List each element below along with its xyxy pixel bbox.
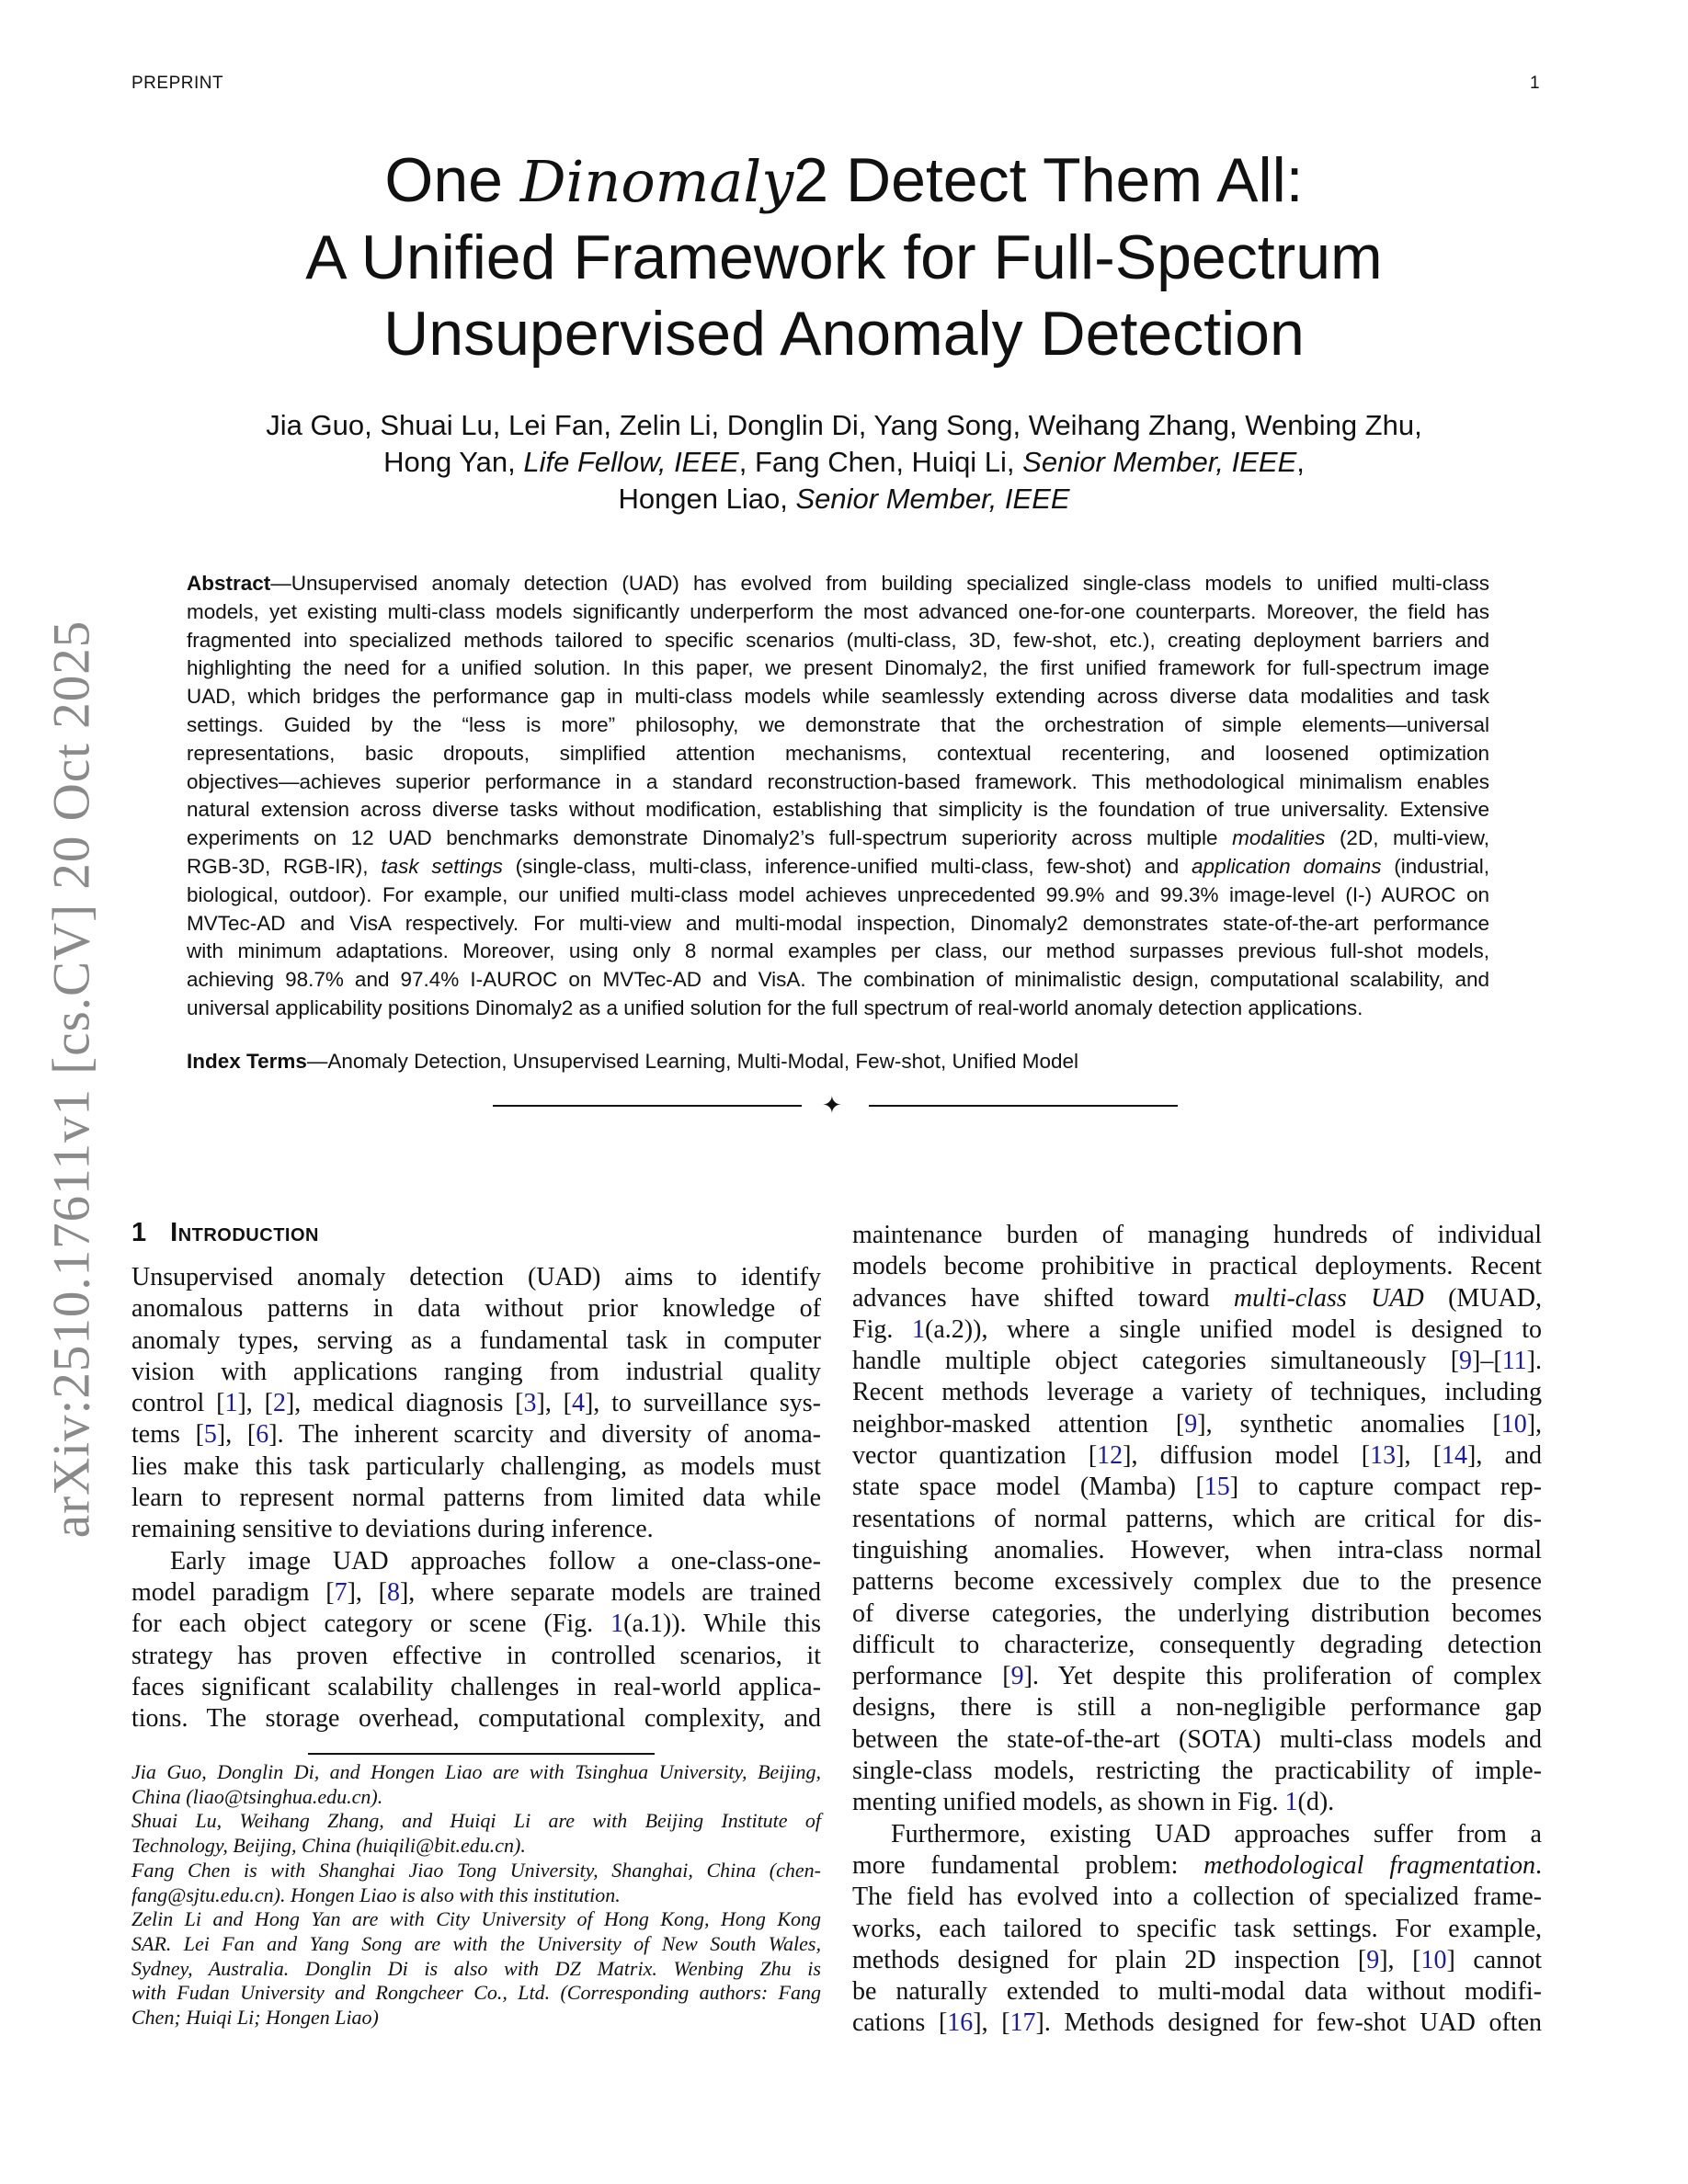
right-column-text — [852, 1220, 1542, 2040]
body-text-line: Recent methods leverage a variety of techniques, including — [852, 1378, 1542, 1407]
abstract-text: UAD, which bridges the performance gap in multi-class models while seamlessly extending across diverse data modalities and task — [187, 685, 1489, 709]
abstract-line — [187, 995, 1489, 1023]
section-number: 1 — [131, 1218, 147, 1247]
body-text-line: patterns become excessively complex due to the presence — [852, 1567, 1542, 1597]
abstract-line — [187, 966, 1489, 995]
figure-link[interactable]: 1 — [1284, 1788, 1298, 1817]
author-line: Hong Yan, Life Fellow, IEEE, Fang Chen, Huiqi Li, Senior Member, IEEE, — [383, 446, 1305, 478]
abstract-text: biological, outdoor). For example, our unified multi-class model achieves unprecedented 99.9% and 99.3% image-level (I-) AUROC on — [187, 882, 1489, 906]
footnote-line: Fang Chen is with Shanghai Jiao Tong University, Shanghai, China (chen- — [131, 1858, 821, 1882]
title-line: One Dinomaly2 Detect Them All: — [384, 145, 1304, 215]
index-terms — [187, 1050, 1078, 1074]
author-affiliations-footnote — [131, 1760, 821, 2030]
abstract-line — [187, 768, 1489, 797]
footnote-line: Sydney, Australia. Donglin Di is also with DZ Matrix. Wenbing Zhu is — [131, 1956, 821, 1980]
footnote-line: Zelin Li and Hong Yan are with City University of Hong Kong, Hong Kong — [131, 1907, 821, 1931]
footnote-rule — [308, 1753, 655, 1755]
body-text-line: cations [16], [17]. Methods designed for few-shot UAD often — [852, 2008, 1542, 2038]
abstract-text: natural extension across diverse tasks without modification, establishing that simplicity is the foundation of true universality. Extensive — [187, 798, 1489, 822]
divider-line — [869, 1105, 1178, 1107]
body-text-line: handle multiple object categories simultaneously [9]–[11]. — [852, 1347, 1542, 1376]
index-terms-label: Index Terms — [187, 1050, 307, 1073]
body-text-line: tions. The storage overhead, computational complexity, and — [131, 1704, 821, 1734]
arxiv-stamp: arXiv:2510.17611v1 [cs.CV] 20 Oct 2025 — [42, 620, 101, 1539]
body-text-line: vector quantization [12], diffusion model [13], [14], and — [852, 1441, 1543, 1471]
abstract-line — [187, 882, 1489, 910]
index-terms-text: —Anomaly Detection, Unsupervised Learning, Multi-Modal, Few-shot, Unified Model — [306, 1050, 1079, 1073]
body-text-line: advances have shifted toward multi-class UAD (MUAD, — [852, 1283, 1542, 1313]
abstract-text: RGB-3D, RGB-IR), task settings (single-class, multi-class, inference-unified multi-class, few-shot) and application domains (industrial, — [187, 854, 1490, 878]
body-text-line: designs, there is still a non-negligible performance gap — [852, 1693, 1542, 1723]
body-text-line: The field has evolved into a collection of specialized frame- — [852, 1883, 1542, 1912]
body-text-line: Furthermore, existing UAD approaches suffer from a — [891, 1819, 1542, 1848]
citation-link[interactable]: 7 — [334, 1577, 348, 1607]
body-text-line: be naturally extended to multi-modal data without modifi- — [852, 1977, 1542, 2007]
body-text-line: anomalous patterns in data without prior knowledge of — [131, 1294, 821, 1324]
footnote-line: Chen; Huiqi Li; Hongen Liao) — [131, 2006, 379, 2030]
body-text-line: strategy has proven effective in controlled scenarios, it — [131, 1641, 821, 1670]
abstract-line — [187, 570, 1489, 598]
figure-link[interactable]: 1 — [912, 1314, 926, 1344]
body-text-line: works, each tailored to specific task settings. For example, — [852, 1914, 1542, 1943]
body-text-line: lies make this task particularly challenging, as models must — [131, 1451, 821, 1481]
body-text-line: Early image UAD approaches follow a one-class-one- — [170, 1546, 821, 1575]
body-text-line: remaining sensitive to deviations during inference. — [131, 1515, 654, 1544]
footnote-line: China (liao@tsinghua.edu.cn). — [131, 1784, 383, 1808]
body-text-line: Unsupervised anomaly detection (UAD) aims to identify — [131, 1263, 821, 1291]
citation-link[interactable]: 10 — [1420, 1945, 1447, 1974]
abstract-line — [187, 627, 1489, 655]
citation-link[interactable]: 9 — [1366, 1945, 1380, 1974]
citation-link[interactable]: 14 — [1442, 1441, 1468, 1471]
citation-link[interactable]: 12 — [1097, 1441, 1123, 1471]
author-list — [0, 407, 1688, 518]
paper-title — [0, 142, 1688, 372]
abstract-text: representations, basic dropouts, simplified attention mechanisms, contextual recentering, and loosened optimization — [187, 741, 1489, 765]
body-text-line: more fundamental problem: methodological fragmentation. — [852, 1850, 1542, 1880]
abstract-line — [187, 654, 1489, 683]
body-text-line: tinguishing anomalies. However, when intra-class normal — [852, 1535, 1542, 1564]
title-line: A Unified Framework for Full-Spectrum — [305, 222, 1383, 292]
abstract-text: achieving 98.7% and 97.4% I-AUROC on MVTec-AD and VisA. The combination of minimalistic design, computational scalability, and — [187, 968, 1489, 992]
abstract-line — [187, 598, 1489, 627]
abstract-line — [187, 683, 1489, 711]
abstract-text: experiments on 12 UAD benchmarks demonstrate Dinomaly2’s full-spectrum superiority across multiple modalities (2D, multi-view, — [187, 826, 1489, 850]
body-text-line: learn to represent normal patterns from limited data while — [131, 1484, 821, 1513]
citation-link[interactable]: 15 — [1203, 1473, 1230, 1502]
body-text-line: tems [5], [6]. The inherent scarcity and diversity of anoma- — [131, 1420, 821, 1450]
body-text-line: models become prohibitive in practical deployments. Recent — [852, 1252, 1542, 1281]
body-text-line: neighbor-masked attention [9], synthetic anomalies [10], — [852, 1409, 1543, 1439]
citation-link[interactable]: 17 — [1009, 2008, 1036, 2038]
body-text-line: faces significant scalability challenges in real-world applica- — [131, 1672, 821, 1701]
citation-link[interactable]: 9 — [1459, 1347, 1473, 1376]
citation-link[interactable]: 6 — [256, 1420, 269, 1450]
figure-link[interactable]: 1 — [610, 1610, 624, 1639]
body-text-line: anomaly types, serving as a fundamental task in computer — [131, 1325, 821, 1355]
body-text-line: maintenance burden of managing hundreds of individual — [852, 1221, 1542, 1249]
citation-link[interactable]: 11 — [1501, 1347, 1527, 1376]
abstract-text: —Unsupervised anomaly detection (UAD) has evolved from building specialized single-class models to unified multi-class — [270, 572, 1489, 595]
abstract-text: models, yet existing multi-class models significantly underperform the most advanced one-for-one counterparts. Moreover, the field has — [187, 599, 1489, 623]
body-text-line: performance [9]. Yet despite this proliferation of complex — [852, 1662, 1542, 1691]
abstract-line — [187, 825, 1489, 853]
body-text-line: single-class models, restricting the practicability of imple- — [852, 1757, 1542, 1786]
body-text-line: control [1], [2], medical diagnosis [3], [4], to surveillance sys- — [131, 1389, 821, 1418]
running-head: PREPRINT — [131, 74, 224, 93]
citation-link[interactable]: 10 — [1500, 1409, 1527, 1439]
body-text-line: vision with applications ranging from industrial quality — [131, 1357, 821, 1386]
section-divider — [493, 1092, 1178, 1119]
citation-link[interactable]: 4 — [571, 1389, 585, 1418]
diamond-icon: ✦ — [822, 1092, 842, 1119]
author-line: Hongen Liao, Senior Member, IEEE — [618, 483, 1070, 515]
abstract-text: settings. Guided by the “less is more” philosophy, we demonstrate that the orchestration of simple elements—universal — [187, 712, 1489, 736]
author-line: Jia Guo, Shuai Lu, Lei Fan, Zelin Li, Donglin Di, Yang Song, Weihang Zhang, Wenbing Zhu, — [266, 409, 1422, 441]
body-text-line: of diverse categories, the underlying distribution becomes — [852, 1598, 1542, 1628]
abstract-text: fragmented into specialized methods tailored to specific scenarios (multi-class, 3D, few-shot, etc.), creating deployment barriers and — [187, 628, 1489, 652]
abstract-line — [187, 853, 1489, 882]
footnote-line: Technology, Beijing, China (huiqili@bit.edu.cn). — [131, 1834, 526, 1858]
abstract-line — [187, 910, 1489, 938]
body-text-line: between the state-of-the-art (SOTA) multi-class models and — [852, 1724, 1542, 1754]
body-text-line: methods designed for plain 2D inspection [9], [10] cannot — [852, 1945, 1542, 1974]
body-text-line: model paradigm [7], [8], where separate models are trained — [131, 1577, 821, 1607]
page-number: 1 — [1530, 74, 1540, 93]
citation-link[interactable]: 2 — [272, 1389, 286, 1418]
body-text-line: resentations of normal patterns, which are critical for dis- — [852, 1504, 1542, 1533]
body-text-line: state space model (Mamba) [15] to capture compact rep- — [852, 1473, 1542, 1502]
abstract-text: universal applicability positions Dinomaly2 as a unified solution for the full spectrum of real-world anomaly detection applications. — [187, 995, 1363, 1019]
abstract-text: objectives—achieves superior performance in a standard reconstruction-based framework. This methodological minimalism enables — [187, 769, 1489, 793]
footnote-line: Jia Guo, Donglin Di, and Hongen Liao are with Tsinghua University, Beijing, — [131, 1760, 821, 1783]
footnote-line: Shuai Lu, Weihang Zhang, and Huiqi Li are with Beijing Institute of — [131, 1809, 821, 1833]
abstract-line — [187, 740, 1489, 768]
abstract-line — [187, 711, 1489, 740]
abstract-label: Abstract — [187, 572, 271, 595]
citation-link[interactable]: 8 — [386, 1577, 400, 1607]
citation-link[interactable]: 13 — [1370, 1441, 1397, 1471]
citation-link[interactable]: 3 — [523, 1389, 537, 1418]
body-text-line: for each object category or scene (Fig. 1(a.1)). While this — [131, 1610, 821, 1639]
footnote-line: fang@sjtu.edu.cn). Hongen Liao is also with this institution. — [131, 1883, 621, 1906]
title-line: Unsupervised Anomaly Detection — [383, 299, 1305, 369]
citation-link[interactable]: 9 — [1184, 1409, 1198, 1439]
body-text-line: Fig. 1(a.2)), where a single unified model is designed to — [852, 1314, 1542, 1344]
abstract-line — [187, 938, 1489, 966]
citation-link[interactable]: 1 — [224, 1389, 238, 1418]
left-column-text — [131, 1262, 821, 1735]
footnote-line: SAR. Lei Fan and Yang Song are with the University of New South Wales, — [131, 1931, 821, 1955]
citation-link[interactable]: 9 — [1010, 1662, 1024, 1691]
citation-link[interactable]: 5 — [203, 1420, 217, 1450]
abstract-text: highlighting the need for a unified solution. In this paper, we present Dinomaly2, the first unified framework for full-spectrum image — [187, 656, 1489, 680]
abstract — [187, 570, 1489, 1023]
footnote-line: with Fudan University and Rongcheer Co., Ltd. (Corresponding authors: Fang — [131, 1981, 821, 2005]
abstract-text: with minimum adaptations. Moreover, using only 8 normal examples per class, our method surpasses previous full-shot models, — [187, 939, 1489, 963]
divider-line — [493, 1105, 802, 1107]
body-text-line: difficult to characterize, consequently degrading detection — [852, 1630, 1542, 1659]
body-text-line: menting unified models, as shown in Fig. 1(d). — [852, 1788, 1335, 1817]
abstract-line — [187, 796, 1489, 825]
abstract-text: MVTec-AD and VisA respectively. For multi-view and multi-modal inspection, Dinomaly2 demonstrates state-of-the-art performance — [187, 911, 1489, 935]
section-title: Introduction — [170, 1218, 319, 1247]
citation-link[interactable]: 16 — [947, 2008, 974, 2038]
section-heading — [131, 1218, 319, 1248]
